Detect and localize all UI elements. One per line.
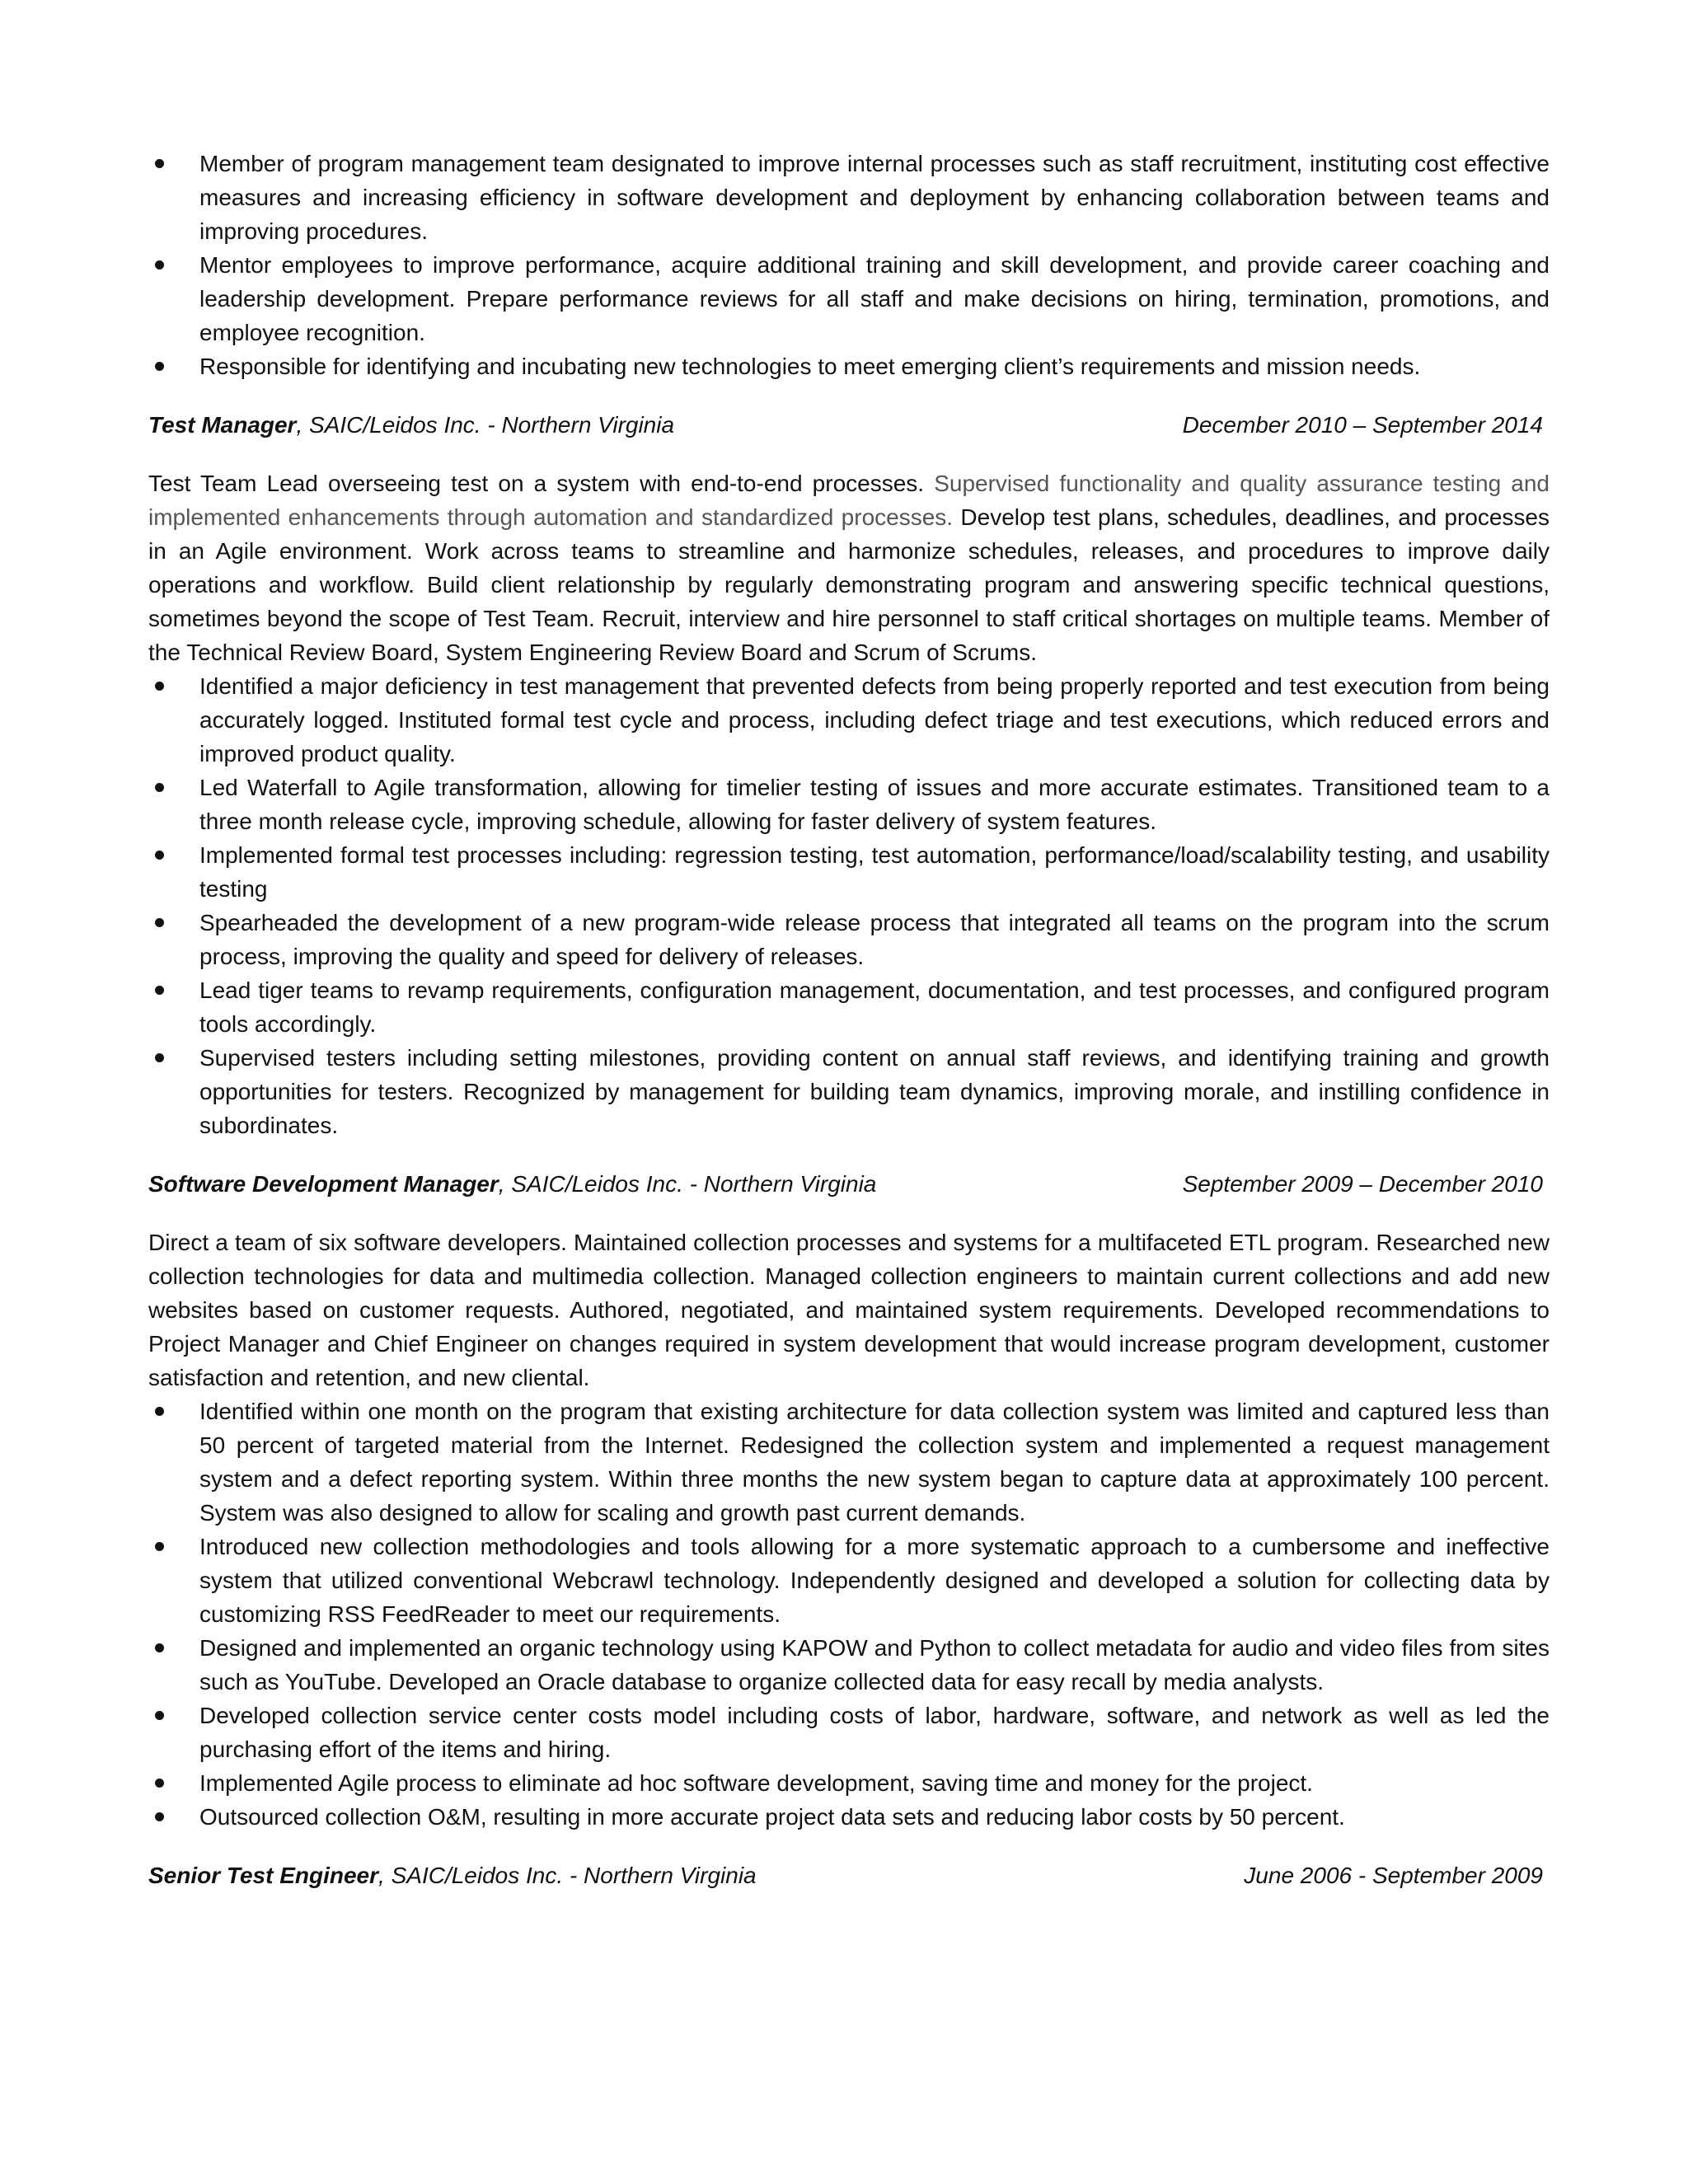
list-item: Identified a major deficiency in test management that prevented defects from being properly reported and test execution from being accurately logged. Instituted formal test cycle and process, including defect triage and test executions, which reduced errors and improved product quality. [148, 669, 1550, 771]
bullet-icon [155, 682, 164, 691]
bullet-icon [155, 1542, 164, 1551]
list-item: Designed and implemented an organic technology using KAPOW and Python to collect metadata for audio and video files from sites such as YouTube. Developed an Oracle database to organize collected data for easy recall by media analysts. [148, 1631, 1550, 1699]
job-company: , SAIC/Leidos Inc. - Northern Virginia [378, 1863, 757, 1888]
job-company: , SAIC/Leidos Inc. - Northern Virginia [498, 1171, 877, 1197]
job-bullet-list [148, 1394, 1550, 1834]
list-item: Developed collection service center costs model including costs of labor, hardware, software, and network as well as led the purchasing effort of the items and hiring. [148, 1699, 1550, 1766]
job-company: , SAIC/Leidos Inc. - Northern Virginia [296, 412, 675, 438]
job-title-line [148, 408, 674, 442]
job-header-senior-test-engineer [148, 1858, 1550, 1892]
list-item: Spearheaded the development of a new program-wide release process that integrated all teams on the program into the scrum process, improving the quality and speed for delivery of releases. [148, 906, 1550, 973]
bullet-icon [155, 1643, 164, 1652]
list-item: Responsible for identifying and incubating new technologies to meet emerging client’s requirements and mission needs. [148, 349, 1550, 383]
job-header-software-development-manager [148, 1167, 1550, 1201]
list-item: Supervised testers including setting milestones, providing content on annual staff reviews, and identifying training and growth opportunities for testers. Recognized by management for building team dynamics, improving morale, and instilling confidence in subordinates. [148, 1041, 1550, 1142]
list-item: Member of program management team designated to improve internal processes such as staff recruitment, instituting cost effective measures and increasing efficiency in software development and deployment by enhancing collaboration between teams and improving procedures. [148, 147, 1550, 248]
intro-bullet-list [148, 147, 1550, 383]
list-item: Mentor employees to improve performance, acquire additional training and skill development, and provide career coaching and leadership development. Prepare performance reviews for all staff and make decisions on hiring, termination, promotions, and employee recognition. [148, 248, 1550, 349]
job-summary: Direct a team of six software developers. Maintained collection processes and systems for a multifaceted ETL program. Researched new collection technologies for data and multimedia collection. Managed collection engineers to maintain current collections and add new websites based on customer requests. Authored, negotiated, and maintained system requirements. Developed recommendations to Project Manager and Chief Engineer on changes required in system development that would increase program development, customer satisfaction and retention, and new cliental. [148, 1230, 1550, 1390]
job-role: Test Manager [148, 412, 297, 438]
bullet-icon [155, 783, 164, 792]
bullet-icon [155, 1812, 164, 1821]
list-item: Led Waterfall to Agile transformation, allowing for timelier testing of issues and more accurate estimates. Transitioned team to a three month release cycle, improving schedule, allowing for faster delivery of system features. [148, 771, 1550, 838]
list-item: Lead tiger teams to revamp requirements, configuration management, documentation, and test processes, and configured program tools accordingly. [148, 973, 1550, 1041]
job-bullet-list [148, 669, 1550, 1142]
job-title-line [148, 1858, 757, 1892]
bullet-icon [155, 918, 164, 927]
list-item: Introduced new collection methodologies and tools allowing for a more systematic approach to a cumbersome and ineffective system that utilized conventional Webcrawl technology. Independently designed and developed a solution for collecting data by customizing RSS FeedReader to meet our requirements. [148, 1530, 1550, 1631]
list-item: Implemented formal test processes including: regression testing, test automation, performance/load/scalability testing, and usability testing [148, 838, 1550, 906]
job-role: Senior Test Engineer [148, 1863, 379, 1888]
job-header-test-manager [148, 408, 1550, 442]
bullet-icon [155, 1711, 164, 1720]
list-item: Implemented Agile process to eliminate ad hoc software development, saving time and money for the project. [148, 1766, 1550, 1800]
job-dates: June 2006 - September 2009 [1244, 1863, 1543, 1888]
bullet-icon [155, 1407, 164, 1416]
bullet-icon [155, 1053, 164, 1062]
resume-page [148, 147, 1550, 1892]
job-role: Software Development Manager [148, 1171, 499, 1197]
list-item: Outsourced collection O&M, resulting in more accurate project data sets and reducing labor costs by 50 percent. [148, 1800, 1550, 1834]
list-item: Identified within one month on the program that existing architecture for data collection system was limited and captured less than 50 percent of targeted material from the Internet. Redesigned the collection system and implemented a request management system and a defect reporting system. Within three months the new system began to capture data at approximately 100 percent. System was also designed to allow for scaling and growth past current demands. [148, 1394, 1550, 1530]
bullet-icon [155, 851, 164, 860]
bullet-icon [155, 362, 164, 371]
bullet-icon [155, 260, 164, 269]
job-title-line [148, 1167, 876, 1201]
job-dates: December 2010 – September 2014 [1182, 412, 1543, 438]
job-summary: Test Team Lead overseeing test on a system with end-to-end processes. Supervised functionality and quality assurance testing and implemented enhancements through automation and standardized processes. Develop test plans, schedules, deadlines, and processes in an Agile environment. Work across teams to streamline and harmonize schedules, releases, and procedures to improve daily operations and workflow. Build client relationship by regularly demonstrating program and answering specific technical questions, sometimes beyond the scope of Test Team. Recruit, interview and hire personnel to staff critical shortages on multiple teams. Member of the Technical Review Board, System Engineering Review Board and Scrum of Scrums. [148, 471, 1550, 665]
job-dates: September 2009 – December 2010 [1182, 1171, 1543, 1197]
bullet-icon [155, 159, 164, 168]
bullet-icon [155, 1779, 164, 1788]
bullet-icon [155, 986, 164, 995]
